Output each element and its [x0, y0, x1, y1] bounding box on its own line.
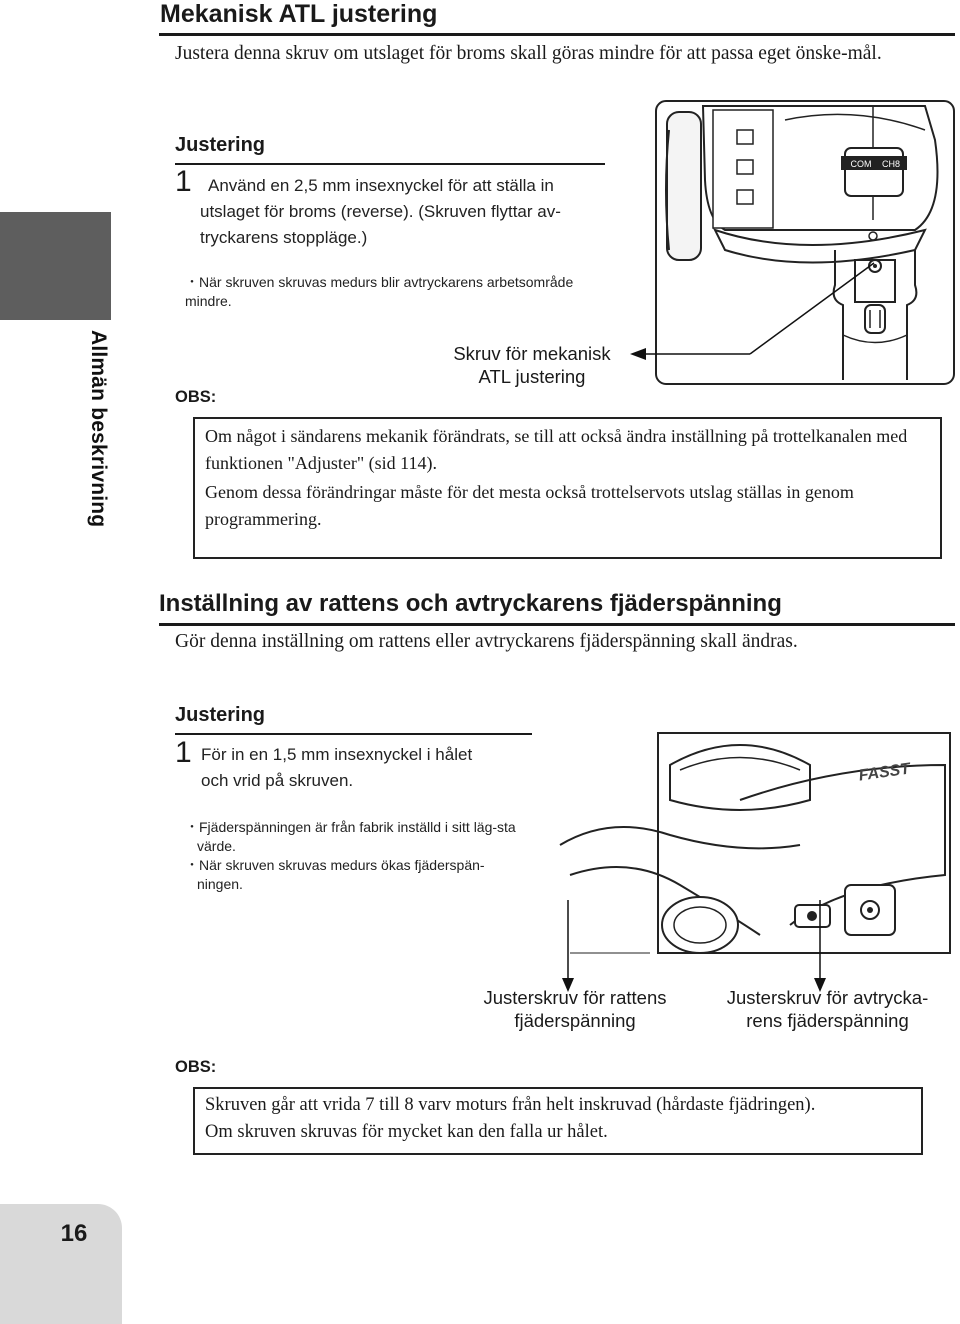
- note-text: [205, 1092, 915, 1146]
- callout-line: ATL justering: [478, 366, 586, 387]
- label-line: fjäderspänning: [514, 1010, 636, 1031]
- trigger-screw-label: [720, 986, 935, 1032]
- title-underline: [159, 623, 955, 626]
- step-line: och vrid på skruven.: [201, 771, 354, 790]
- note-box: [193, 1087, 923, 1155]
- subheading: Justering: [175, 704, 266, 726]
- bullet-list: [185, 818, 530, 894]
- callout-arrow: [600, 255, 880, 365]
- step-line: tryckarens stoppläge.): [200, 228, 368, 247]
- subheading: Justering: [175, 134, 266, 156]
- step-line: För in en 1,5 mm insexnyckel i hålet: [201, 745, 473, 764]
- note-line: Om skruven skruvas för mycket kan den falla ur hålet.: [205, 1122, 608, 1142]
- note-box: [193, 417, 942, 559]
- section-description: Justera denna skruv om utslaget för broms skall göras mindre för att passa eget önske-mål.: [175, 43, 882, 64]
- obs-label: OBS:: [175, 388, 217, 406]
- note-text: Om något i sändarens mekanik förändrats, se till att också ändra inställning på trottelkanalen med funktionen "Adjuster" (sid 114).: [205, 426, 908, 473]
- page-number: 16: [60, 1220, 88, 1247]
- step-line: utslaget för broms (reverse). (Skruven flyttar av-: [200, 202, 561, 221]
- bullet-note: ・Fjäderspänningen är från fabrik inställd i sitt läg-sta värde.: [185, 819, 516, 854]
- section-title: Mekanisk ATL justering: [160, 0, 438, 28]
- obs-label: OBS:: [175, 1058, 217, 1076]
- subheading-underline: [175, 733, 532, 735]
- label-line: Justerskruv för rattens: [483, 987, 667, 1008]
- figure-logo: FASST: [857, 760, 912, 785]
- title-underline: [159, 33, 955, 36]
- subheading-underline: [175, 163, 605, 165]
- figure-button-left-label: COM: [850, 159, 872, 169]
- step-text: [200, 173, 608, 251]
- note-text: Genom dessa förändringar måste för det mesta också trottelservots utslag ställas in genom programmering.: [205, 482, 854, 529]
- screw-callout-label: [432, 342, 632, 388]
- step-text: [201, 742, 531, 794]
- step-number: 1: [175, 736, 192, 769]
- label-line: Justerskruv för avtrycka-: [726, 987, 929, 1008]
- label-line: rens fjäderspänning: [746, 1010, 909, 1031]
- bullet-note: ・När skruven skruvas medurs blir avtryckarens arbetsområde mindre.: [185, 274, 574, 309]
- section-title: Inställning av rattens och avtryckarens fjäderspänning: [159, 590, 782, 617]
- step-number: 1: [175, 165, 192, 198]
- figure-button-right-label: CH8: [881, 159, 901, 169]
- wheel-screw-label: [470, 986, 680, 1032]
- side-tab-block: [0, 212, 111, 320]
- callout-line: Skruv för mekanisk: [453, 343, 611, 364]
- side-tab-label: Allmän beskrivning: [87, 330, 110, 528]
- label-arrows: [540, 900, 840, 1000]
- step-line: Använd en 2,5 mm insexnyckel för att ställa in: [208, 176, 554, 195]
- note-line: Skruven går att vrida 7 till 8 varv moturs från helt inskruvad (hårdaste fjädringen).: [205, 1095, 816, 1115]
- section-description: Gör denna inställning om rattens eller avtryckarens fjäderspänning skall ändras.: [175, 631, 798, 652]
- bullet-note: ・När skruven skruvas medurs ökas fjäderspän-ningen.: [185, 857, 485, 892]
